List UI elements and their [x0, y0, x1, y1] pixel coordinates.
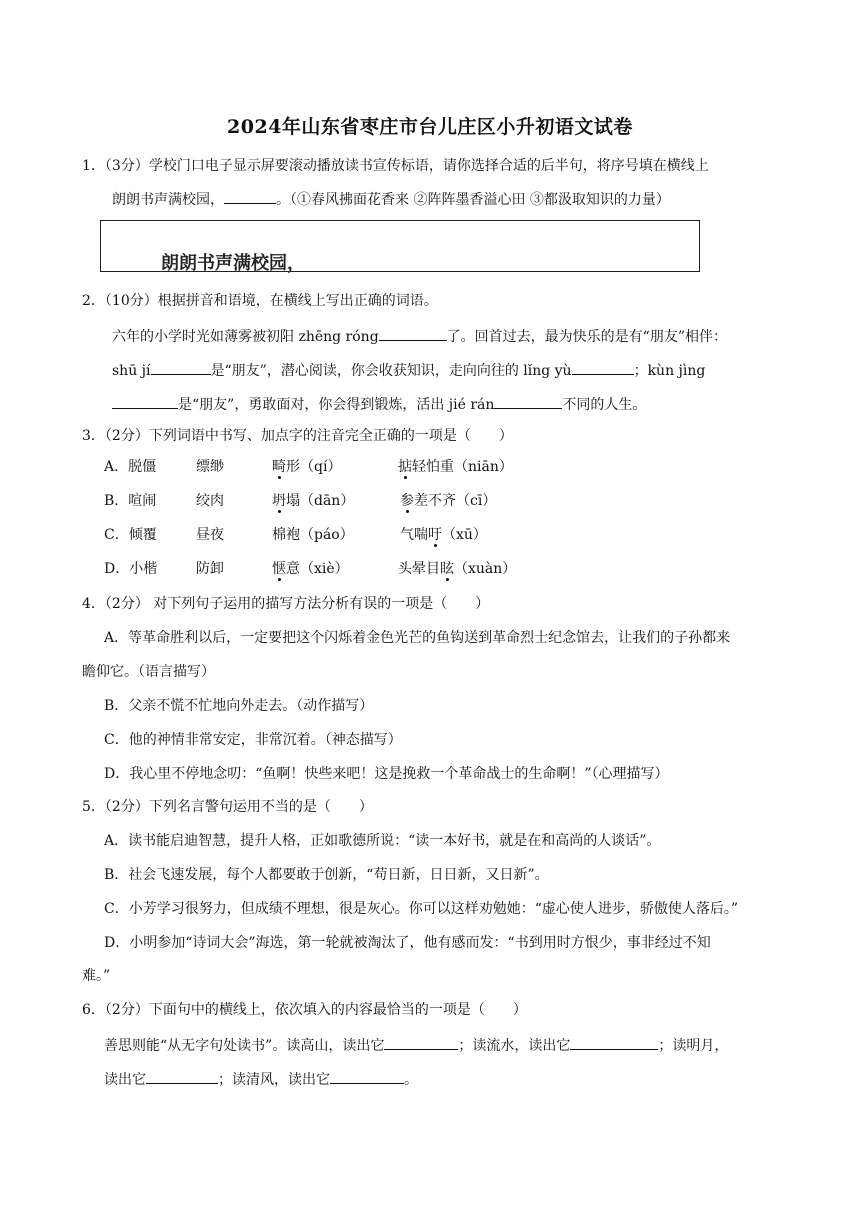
dotted-char: 掂 — [398, 459, 412, 475]
q5-option-b[interactable]: B．社会飞速发展，每个人都要敢于创新，“苟日新，日日新，又日新”。 — [104, 867, 549, 883]
pinyin-note: 差不齐（cī） — [414, 493, 497, 509]
q3-option-c-word2: 昼夜 — [196, 527, 224, 543]
q3-option-d-word3 — [272, 559, 349, 579]
q3-option-b-label[interactable]: B．喧闹 — [104, 493, 157, 509]
q2-blank-5[interactable] — [494, 393, 562, 409]
q3-option-a-label[interactable]: A．脱僵 — [104, 459, 157, 475]
q1-display-banner — [100, 220, 700, 272]
q6-blank-4[interactable] — [330, 1068, 404, 1084]
q1-stem: 1．（3分）学校门口电子显示屏要滚动播放读书宣传标语，请你选择合适的后半句，将序号填在横线上 — [82, 158, 709, 174]
q3-option-c-word3 — [272, 525, 354, 545]
pinyin-note: （xū） — [442, 527, 487, 543]
q5-option-d[interactable]: D．小明参加“诗词大会”海选，第一轮就被淘汰了，他有感而发：“书到用时方恨少，事非经过不知 — [104, 935, 711, 951]
page-title: 2024年山东省枣庄市台儿庄区小升初语文试卷 — [227, 116, 633, 138]
q6-text: 。 — [404, 1072, 418, 1088]
q2-blank-2[interactable] — [151, 359, 211, 375]
q6-text: ；读明月， — [658, 1038, 729, 1054]
q3-option-b-word4 — [400, 491, 496, 511]
pinyin-note: 轻怕重（niān） — [412, 459, 513, 475]
q6-blank-1[interactable] — [384, 1034, 458, 1050]
q3-option-c-label[interactable]: C．倾覆 — [104, 527, 157, 543]
q1-prompt: 朗朗书声满校园， — [112, 192, 224, 208]
q2-text: 是“朋友”，潜心阅读，你会收获知识，走向向往的 lǐng yù — [210, 363, 572, 379]
q2-text: 六年的小学时光如薄雾被初阳 zhēng róng — [112, 329, 379, 345]
plain-text: 头晕目 — [398, 561, 440, 577]
q4-option-c[interactable]: C．他的神情非常安定，非常沉着。（神态描写） — [104, 732, 402, 748]
q3-option-d-label[interactable]: D．小楷 — [104, 561, 158, 577]
q6-text: 读出它 — [104, 1072, 146, 1088]
q6-text: ；读清风，读出它 — [218, 1072, 330, 1088]
dotted-char: 惬 — [272, 561, 286, 577]
dotted-char: 坍 — [272, 493, 286, 509]
q3-option-d-word2: 防卸 — [196, 561, 224, 577]
q3-option-a-word2: 缥缈 — [196, 459, 224, 475]
q2-text: ；kùn jìng — [633, 363, 706, 379]
q3-option-a-word4 — [398, 457, 513, 477]
q5-option-c[interactable]: C．小芳学习很努力，但成绩不理想，很是灰心。你可以这样劝勉她：“虚心使人进步，骄傲使人落后。” — [104, 901, 739, 917]
q1-options: 。（①春风拂面花香来 ②阵阵墨香溢心田 ③都汲取知识的力量） — [276, 192, 670, 208]
q4-stem: 4．（2分） 对下列句子运用的描写方法分析有误的一项是（ ） — [82, 596, 490, 612]
dotted-char: 吁 — [428, 527, 442, 543]
q2-blank-3[interactable] — [572, 359, 634, 375]
pinyin-note: 袍（páo） — [286, 527, 354, 543]
q5-option-d-cont: 难。” — [82, 968, 111, 984]
q2-blank-1[interactable] — [379, 325, 447, 341]
q1-blank[interactable] — [224, 188, 276, 204]
dotted-char: 眩 — [440, 561, 454, 577]
q2-line2 — [112, 325, 727, 347]
banner-text: 朗朗书声满校园， — [161, 253, 305, 274]
q2-text: 是“朋友”，勇敢面对，你会得到锻炼，活出 jié rán — [178, 397, 495, 413]
q3-option-a-word3 — [272, 457, 341, 477]
q1-line2 — [112, 188, 670, 210]
q3-option-b-word3 — [272, 491, 354, 511]
pinyin-note: 形（qí） — [286, 459, 342, 475]
q3-option-b-word2: 绞肉 — [196, 493, 224, 509]
q4-option-d[interactable]: D．我心里不停地念叨：“鱼啊！快些来吧！这是挽救一个革命战士的生命啊！”（心理描写） — [104, 766, 669, 782]
q2-line3 — [112, 359, 705, 381]
plain-char: 棉 — [272, 527, 286, 543]
q4-option-b[interactable]: B．父亲不慌不忙地向外走去。（动作描写） — [104, 698, 374, 714]
q3-option-d-word4 — [398, 559, 516, 579]
pinyin-note: 意（xiè） — [286, 561, 349, 577]
plain-text: 气喘 — [400, 527, 428, 543]
q2-stem: 2．（10分）根据拼音和语境，在横线上写出正确的词语。 — [82, 293, 438, 309]
pinyin-note: 塌（dān） — [286, 493, 355, 509]
q2-line4 — [112, 393, 646, 415]
q3-stem: 3．（2分）下列词语中书写、加点字的注音完全正确的一项是（ ） — [82, 428, 513, 444]
q2-blank-4[interactable] — [112, 393, 178, 409]
q6-line1 — [104, 1034, 728, 1056]
q2-text: shū jí — [112, 363, 151, 379]
q5-option-a[interactable]: A．读书能启迪智慧，提升人格，正如歌德所说：“读一本好书，就是在和高尚的人谈话”。 — [104, 833, 661, 849]
q4-option-a-cont: 瞻仰它。（语言描写） — [82, 664, 215, 680]
q6-blank-2[interactable] — [570, 1034, 658, 1050]
q3-option-c-word4 — [400, 525, 487, 545]
dotted-char: 畸 — [272, 459, 286, 475]
q6-line2 — [104, 1068, 418, 1090]
q6-blank-3[interactable] — [146, 1068, 218, 1084]
q4-option-a[interactable]: A．等革命胜利以后，一定要把这个闪烁着金色光芒的鱼钩送到革命烈士纪念馆去，让我们的子孙都来 — [104, 630, 731, 646]
q5-stem: 5．（2分）下列名言警句运用不当的是（ ） — [82, 799, 373, 815]
q6-text: ；读流水，读出它 — [458, 1038, 571, 1054]
q2-text: 了。回首过去，最为快乐的是有“朋友”相伴： — [446, 329, 727, 345]
q6-stem: 6．（2分）下面句中的横线上，依次填入的内容最恰当的一项是（ ） — [82, 1002, 527, 1018]
dotted-char: 参 — [400, 493, 414, 509]
pinyin-note: （xuàn） — [454, 561, 517, 577]
q2-text: 不同的人生。 — [562, 397, 647, 413]
q6-text: 善思则能“从无字句处读书”。读高山，读出它 — [104, 1038, 385, 1054]
